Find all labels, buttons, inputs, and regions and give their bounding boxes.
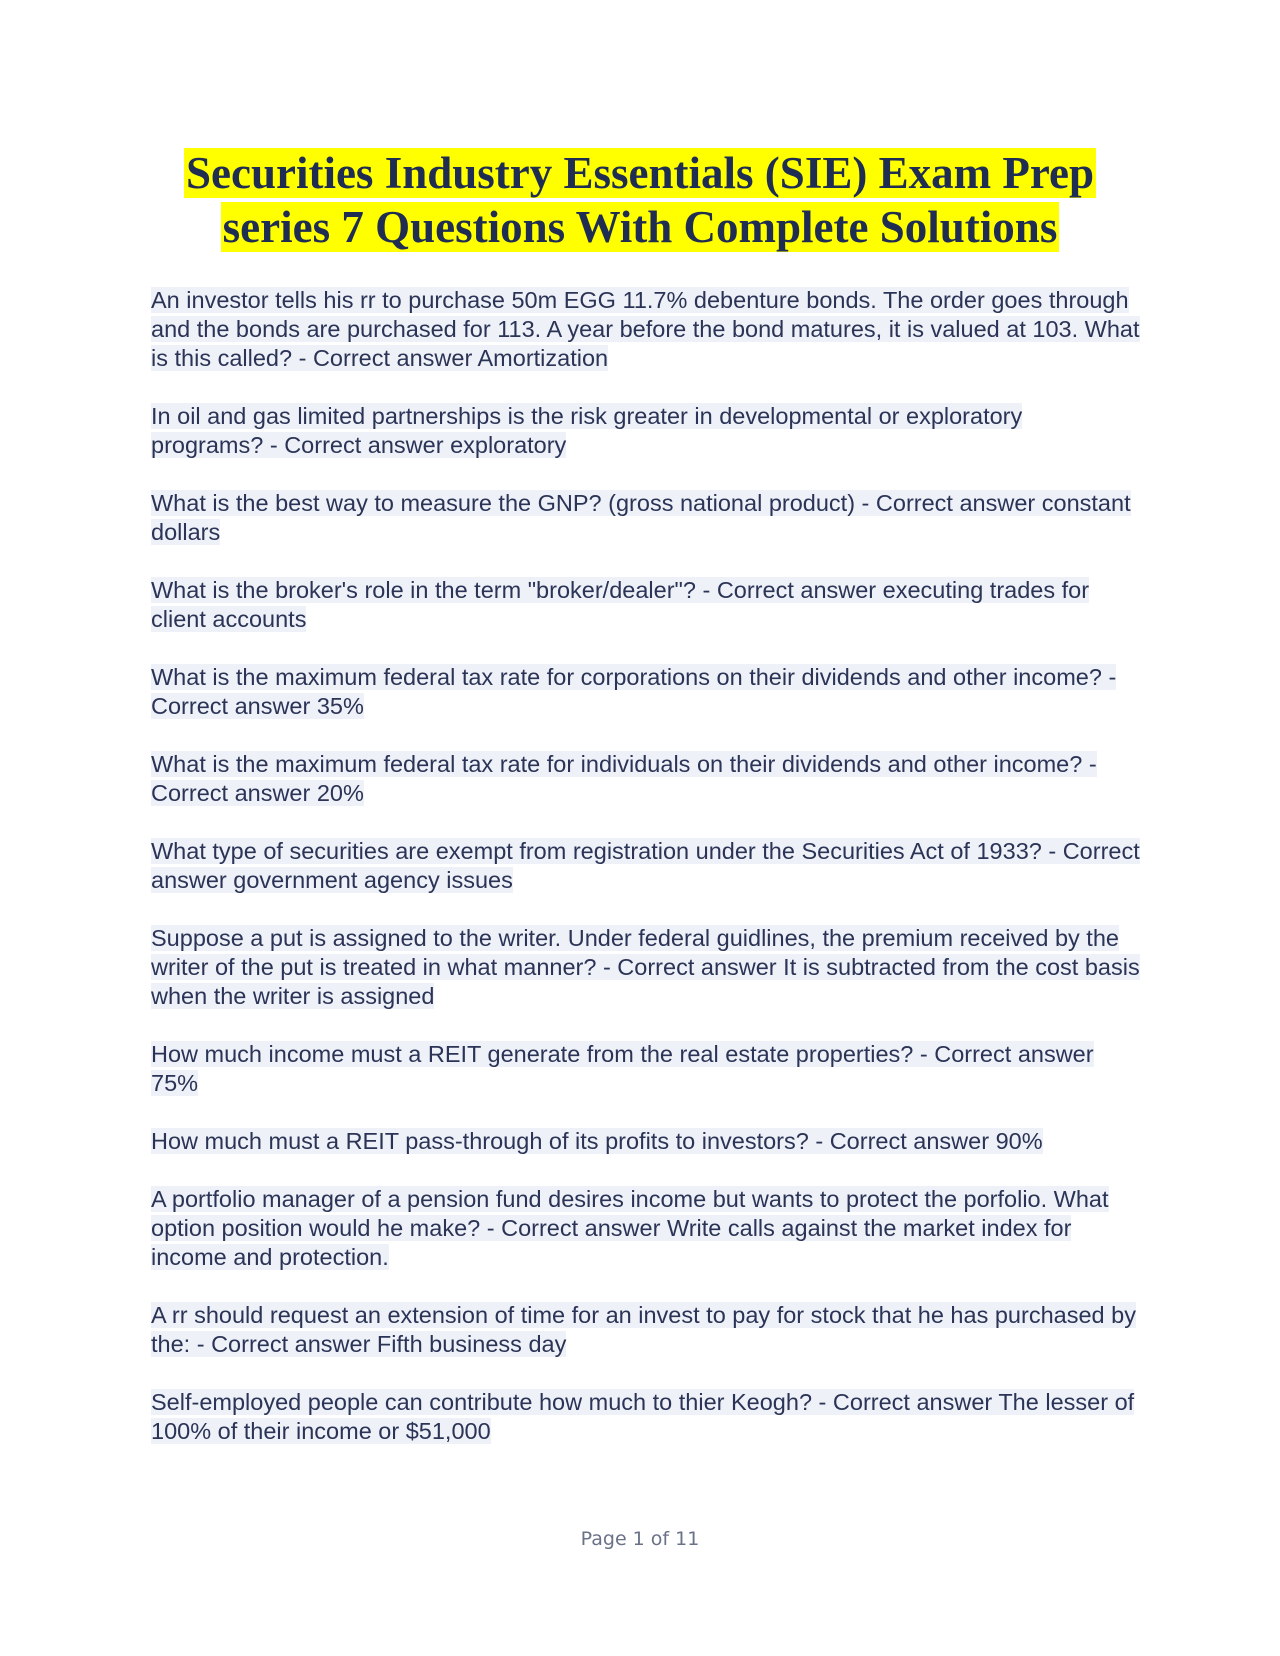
qa-text: Self-employed people can contribute how much to thier Keogh? - Correct answer The lesser of 100% of their income or $51,000	[151, 1389, 1135, 1444]
qa-item-6	[151, 750, 1141, 808]
qa-text: What is the best way to measure the GNP? (gross national product) - Correct answer constant dollars	[151, 490, 1131, 545]
qa-text: In oil and gas limited partnerships is the risk greater in developmental or exploratory programs? - Correct answer exploratory	[151, 403, 1023, 458]
qa-item-12	[151, 1301, 1141, 1359]
qa-text: What is the maximum federal tax rate for individuals on their dividends and other income? - Correct answer 20%	[151, 751, 1097, 806]
page-number: Page 1 of 11	[580, 1528, 700, 1550]
qa-text: What is the maximum federal tax rate for corporations on their dividends and other income? - Correct answer 35%	[151, 664, 1117, 719]
qa-item-11	[151, 1185, 1141, 1272]
title-line-1: Securities Industry Essentials (SIE) Exam Prep	[186, 148, 1094, 198]
qa-item-4	[151, 576, 1141, 634]
qa-item-9	[151, 1040, 1141, 1098]
qa-text: What type of securities are exempt from registration under the Securities Act of 1933? - Correct answer government agency issues	[151, 838, 1140, 893]
qa-text: A rr should request an extension of time for an invest to pay for stock that he has purchased by the: - Correct answer Fifth business day	[151, 1302, 1136, 1357]
qa-text: How much must a REIT pass-through of its profits to investors? - Correct answer 90%	[151, 1128, 1043, 1154]
qa-text: A portfolio manager of a pension fund desires income but wants to protect the porfolio. What option position would he make? - Correct answer Write calls against the market index for income and protection.	[151, 1186, 1109, 1270]
qa-item-3	[151, 489, 1141, 547]
qa-item-7	[151, 837, 1141, 895]
qa-item-1	[151, 286, 1141, 373]
qa-item-5	[151, 663, 1141, 721]
qa-text: An investor tells his rr to purchase 50m EGG 11.7% debenture bonds. The order goes through and the bonds are purchased for 113. A year before the bond matures, it is valued at 103. What is this called? - Correct answer Amortization	[151, 287, 1140, 371]
qa-item-8	[151, 924, 1141, 1011]
qa-item-10	[151, 1127, 1141, 1156]
qa-item-13	[151, 1388, 1141, 1446]
question-list	[151, 286, 1141, 1475]
qa-item-2	[151, 402, 1141, 460]
title-line-2: series 7 Questions With Complete Solutions	[222, 202, 1058, 252]
qa-text: Suppose a put is assigned to the writer. Under federal guidlines, the premium received by the writer of the put is treated in what manner? - Correct answer It is subtracted from the cost basis when the writer is assigned	[151, 925, 1140, 1009]
qa-text: What is the broker's role in the term "broker/dealer"? - Correct answer executing trades for client accounts	[151, 577, 1090, 632]
page-title	[120, 146, 1160, 254]
qa-text: How much income must a REIT generate from the real estate properties? - Correct answer 75%	[151, 1041, 1094, 1096]
